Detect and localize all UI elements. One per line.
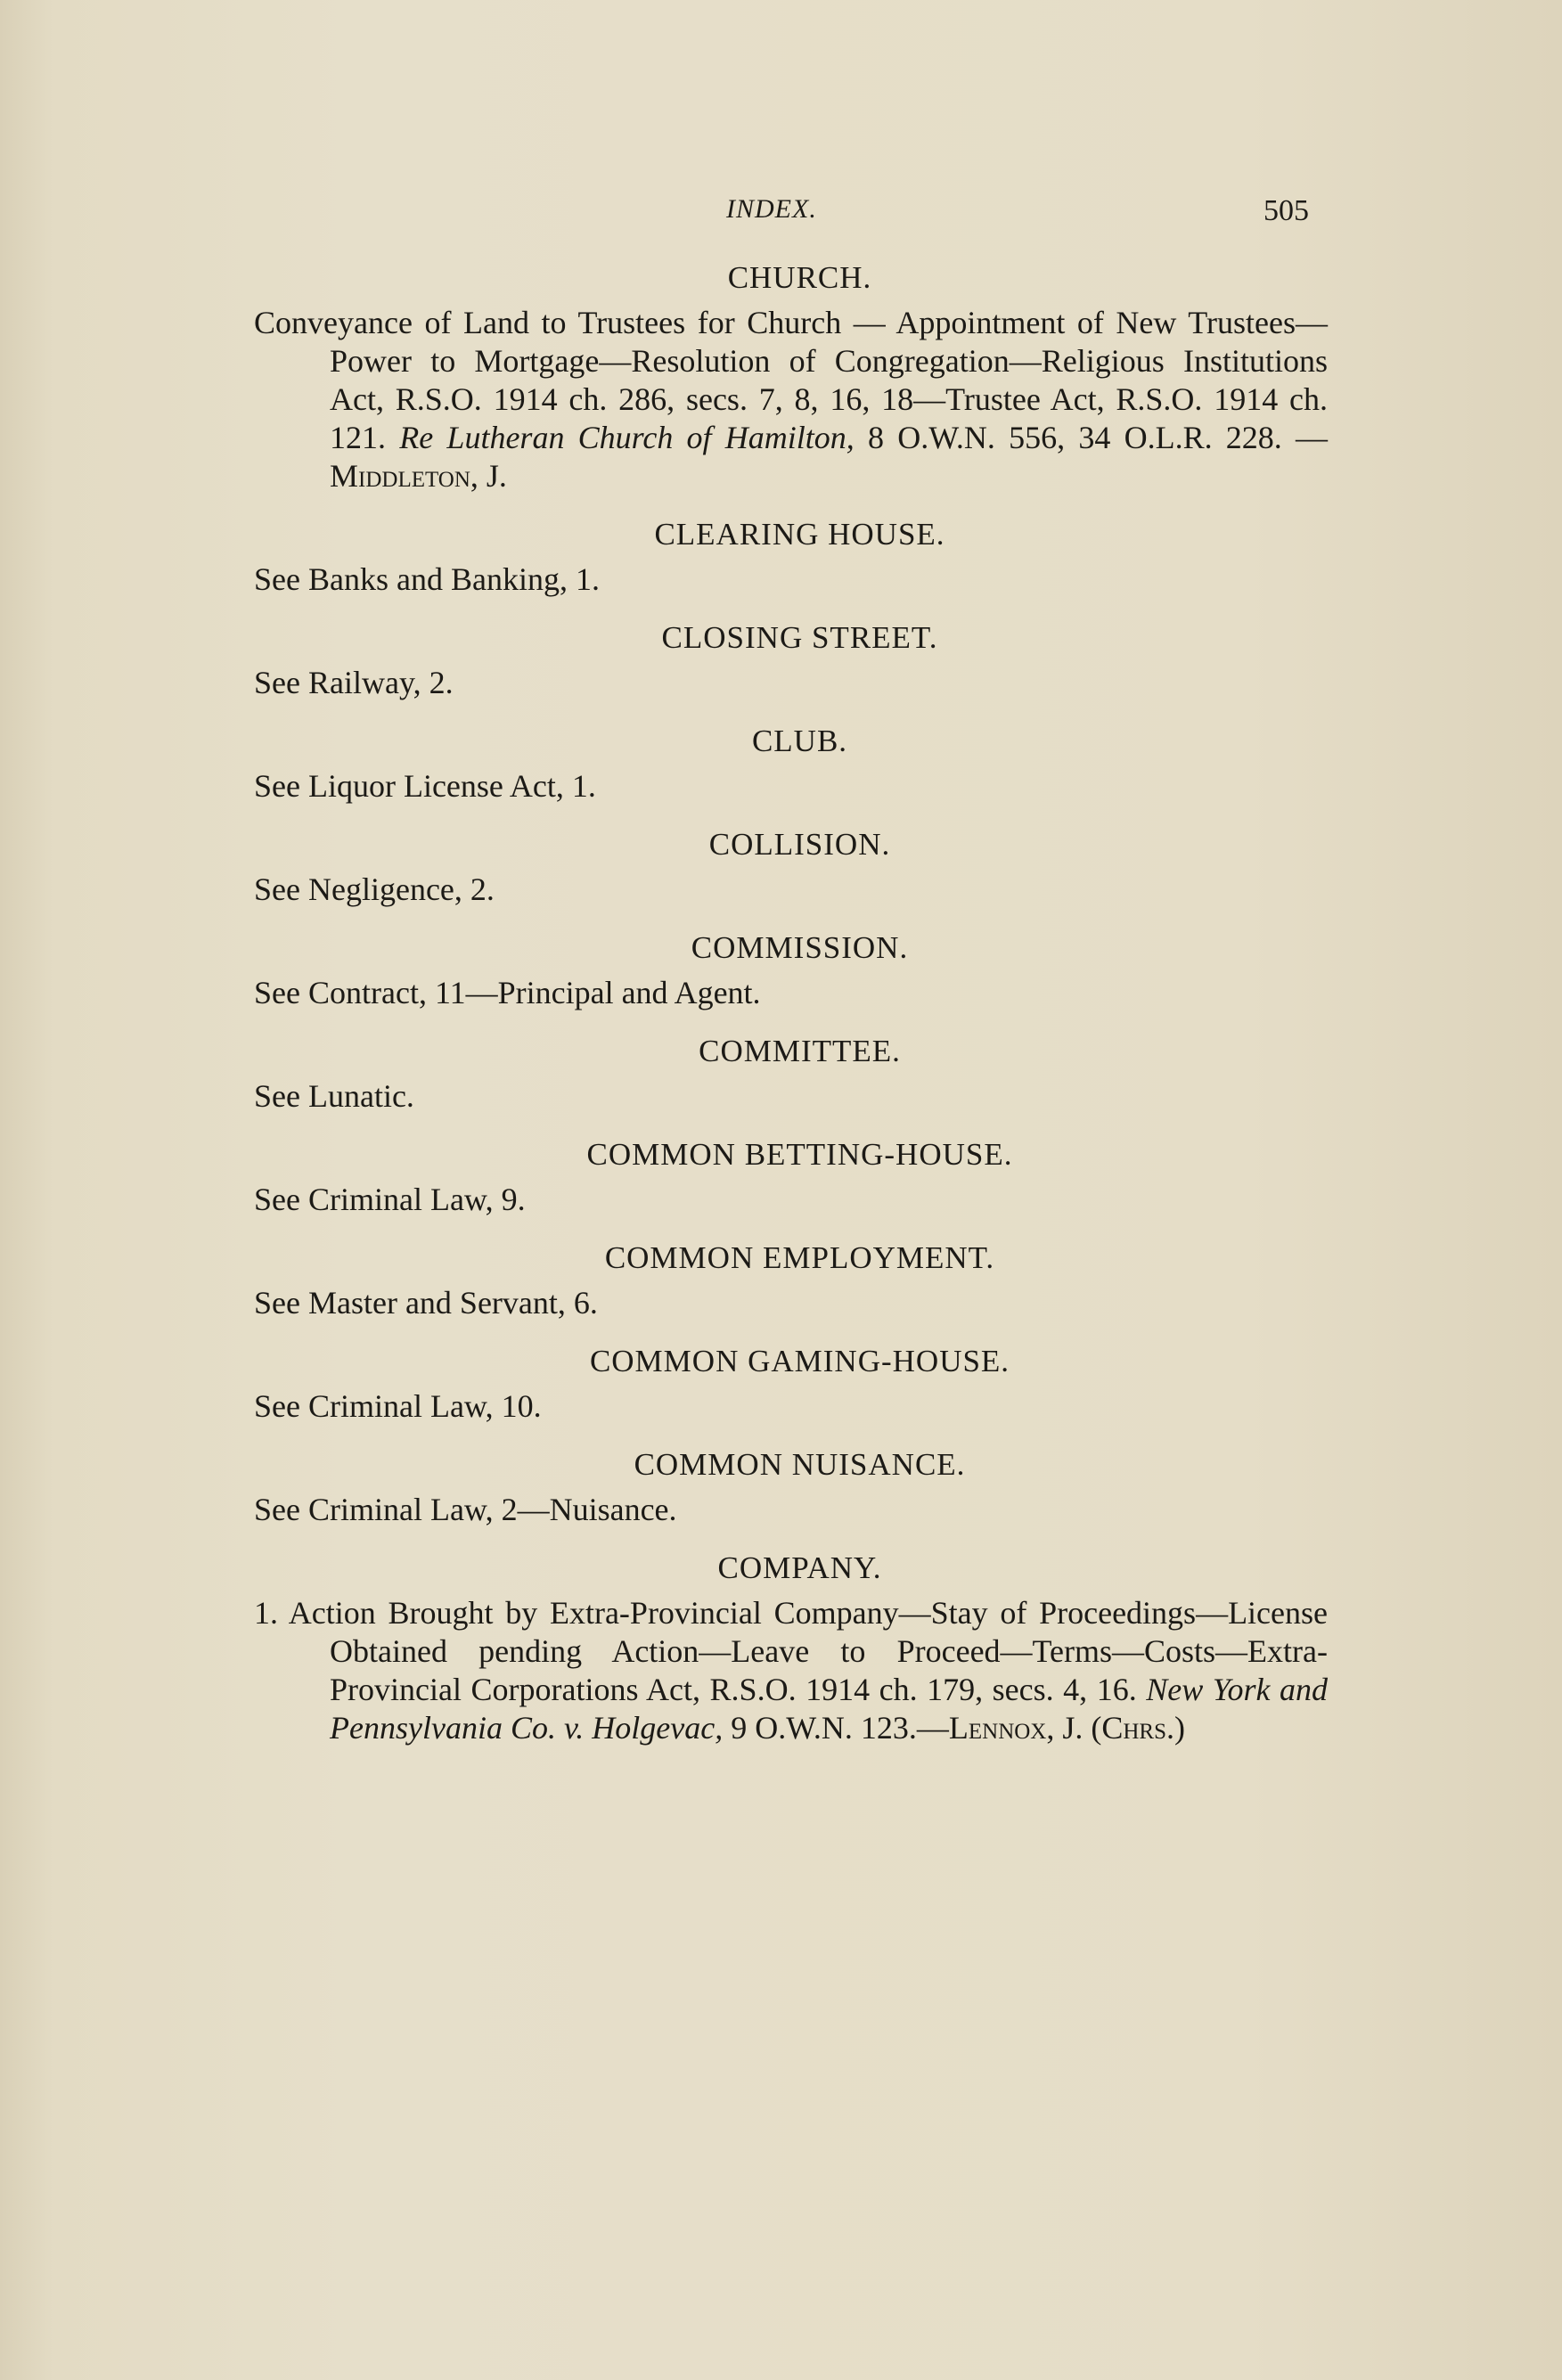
company-case-name: New York and Pennsylvania Co. v. Holgevac, <box>330 1672 1328 1746</box>
heading-company: COMPANY. <box>717 1550 882 1585</box>
see-common-employment: See Master and Servant, 6. <box>254 1285 598 1321</box>
see-common-gaming-house: See Criminal Law, 10. <box>254 1388 542 1424</box>
church-entry <box>254 304 1328 495</box>
heading-common-nuisance: COMMON NUISANCE. <box>634 1447 966 1482</box>
heading-collision: COLLISION. <box>708 827 891 862</box>
running-title: INDEX. <box>726 194 817 224</box>
heading-clearing-house: CLEARING HOUSE. <box>654 517 945 552</box>
church-case-name: Re Lutheran Church of Hamilton, <box>399 420 855 455</box>
see-collision: See Negligence, 2. <box>254 871 495 907</box>
company-entry-number: 1. <box>254 1595 278 1631</box>
company-citation: 9 O.W.N. 123. <box>731 1710 917 1746</box>
see-common-betting-house: See Criminal Law, 9. <box>254 1182 526 1217</box>
church-citation: 8 O.W.N. 556, 34 O.L.R. 228. <box>868 420 1282 455</box>
page-number: 505 <box>1264 194 1309 227</box>
see-common-nuisance: See Criminal Law, 2—Nuisance. <box>254 1492 677 1527</box>
heading-common-gaming-house: COMMON GAMING-HOUSE. <box>589 1344 1010 1378</box>
company-entry-text: Action Brought by Extra-Provincial Company—Stay of Proceedings—License Obtained pending Action—Leave to Proceed—Terms—Costs—Extra-Provincial Corporations Act, R.S.O. 1914 ch. 179, secs. 4, 16. <box>288 1595 1329 1707</box>
heading-club: CLUB. <box>751 724 848 758</box>
heading-closing-street: CLOSING STREET. <box>661 620 938 655</box>
see-club: See Liquor License Act, 1. <box>254 768 596 804</box>
see-committee: See Lunatic. <box>254 1078 414 1114</box>
see-commission: See Contract, 11—Principal and Agent. <box>254 975 761 1010</box>
heading-committee: COMMITTEE. <box>699 1034 901 1068</box>
church-judge: —Middleton, J. <box>330 420 1329 494</box>
church-entry-text: Conveyance of Land to Trustees for Church — Appointment of New Trustees—Power to Mortgage—Resolution of Congregation—Religious Institutions Act, R.S.O. 1914 ch. 286, secs. 7, 8, 16, 18—Trustee Act, R.S.O. 1914 ch. 121. <box>254 305 1328 455</box>
running-header <box>0 194 1562 239</box>
heading-common-betting-house: COMMON BETTING-HOUSE. <box>586 1137 1013 1172</box>
company-entry-1 <box>254 1594 1328 1747</box>
heading-common-employment: COMMON EMPLOYMENT. <box>604 1240 995 1275</box>
see-clearing-house: See Banks and Banking, 1. <box>254 561 600 597</box>
heading-church: CHURCH. <box>727 260 872 295</box>
index-content <box>254 258 1328 1747</box>
see-closing-street: See Railway, 2. <box>254 665 454 700</box>
company-judge: —Lennox, J. (Chrs.) <box>916 1710 1185 1746</box>
heading-commission: COMMISSION. <box>691 930 909 965</box>
